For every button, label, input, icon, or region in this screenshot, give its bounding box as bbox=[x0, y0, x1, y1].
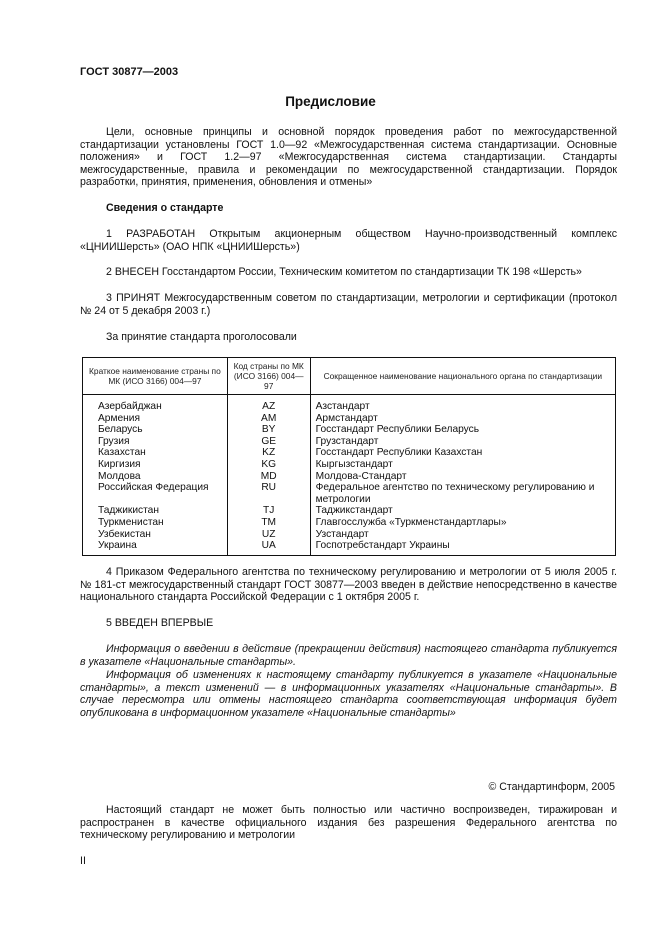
column-header-body: Сокращенное наименование национального органа по стандартизации bbox=[310, 358, 615, 395]
table-row bbox=[83, 413, 616, 425]
country-name: Узбекистан bbox=[83, 529, 228, 541]
country-code: UA bbox=[227, 540, 310, 555]
country-code: UZ bbox=[227, 529, 310, 541]
column-header-country: Краткое наименование страны по МК (ИСО 3166) 004—97 bbox=[83, 358, 228, 395]
document-id: ГОСТ 30877—2003 bbox=[80, 66, 179, 78]
country-name: Азербайджан bbox=[83, 395, 228, 413]
table-row bbox=[83, 459, 616, 471]
country-name: Казахстан bbox=[83, 447, 228, 459]
table-row bbox=[83, 424, 616, 436]
country-name: Российская Федерация bbox=[83, 482, 228, 505]
standards-body: Армстандарт bbox=[310, 413, 615, 425]
country-code: GE bbox=[227, 436, 310, 448]
standards-body: Кыргызстандарт bbox=[310, 459, 615, 471]
table-header-row bbox=[83, 358, 616, 395]
table-row bbox=[83, 529, 616, 541]
table-row bbox=[83, 505, 616, 517]
standards-body: Таджикстандарт bbox=[310, 505, 615, 517]
standards-body: Грузстандарт bbox=[310, 436, 615, 448]
voted-caption: За принятие стандарта проголосовали bbox=[106, 331, 297, 343]
voting-states-table bbox=[82, 357, 616, 556]
standards-body: Федеральное агентство по техническому регулированию и метрологии bbox=[310, 482, 615, 505]
standards-body: Молдова-Стандарт bbox=[310, 471, 615, 483]
country-name: Грузия bbox=[83, 436, 228, 448]
table-row bbox=[83, 395, 616, 413]
standards-body: Главгосслужба «Туркменстандартлары» bbox=[310, 517, 615, 529]
country-name: Украина bbox=[83, 540, 228, 555]
item-developed: 1 РАЗРАБОТАН Открытым акционерным обществом Научно-производственный комплекс «ЦНИИШерсть» (ОАО НПК «ЦНИИШерсть») bbox=[80, 228, 617, 253]
item-introduced: 2 ВНЕСЕН Госстандартом России, Техническим комитетом по стандартизации ТК 198 «Шерсть» bbox=[106, 266, 582, 278]
country-name: Молдова bbox=[83, 471, 228, 483]
standards-body: Госстандарт Республики Казахстан bbox=[310, 447, 615, 459]
country-code: RU bbox=[227, 482, 310, 505]
intro-paragraph: Цели, основные принципы и основной порядок проведения работ по межгосударственной стандартизации установлены ГОСТ 1.0—92 «Межгосударственная система стандартизации. Основные положения» и ГОСТ 1.2—97 «Межгосударственная система стандартизации. Стандарты межгосударственные, правила и рекомендации по межгосударственной стандартизации. Порядок разработки, принятия, применения, обновления и отмены» bbox=[80, 126, 617, 189]
info-enactment-paragraph: Информация о введении в действие (прекращении действия) настоящего стандарта публикуется в указателе «Национальные стандарты». bbox=[80, 643, 617, 668]
standards-body: Азстандарт bbox=[310, 395, 615, 413]
page-number: II bbox=[80, 855, 86, 867]
standards-body: Госстандарт Республики Беларусь bbox=[310, 424, 615, 436]
column-header-code: Код страны по МК (ИСО 3166) 004—97 bbox=[227, 358, 310, 395]
reproduction-notice: Настоящий стандарт не может быть полностью или частично воспроизведен, тиражирован и распространен в качестве официального издания без разрешения Федерального агентства по техническому регулированию и метрологии bbox=[80, 804, 617, 842]
info-changes-paragraph: Информация об изменениях к настоящему стандарту публикуется в указателе «Национальные стандарты», а текст изменений — в информационных указателях «Национальные стандарты». В случае пересмотра или отмены настоящего стандарта соответствующая информация будет опубликована в информационном указателе «Национальные стандарты» bbox=[80, 669, 617, 719]
table-row bbox=[83, 436, 616, 448]
country-code: AZ bbox=[227, 395, 310, 413]
country-name: Беларусь bbox=[83, 424, 228, 436]
country-name: Армения bbox=[83, 413, 228, 425]
country-code: TJ bbox=[227, 505, 310, 517]
item-enacted: 4 Приказом Федерального агентства по техническому регулированию и метрологии от 5 июля 2005 г. № 181-ст межгосударственный стандарт ГОСТ 30877—2003 введен в действие непосредственно в качестве национального стандарта Российской Федерации с 1 октября 2005 г. bbox=[80, 566, 617, 604]
country-name: Таджикистан bbox=[83, 505, 228, 517]
country-code: KG bbox=[227, 459, 310, 471]
table-row bbox=[83, 471, 616, 483]
table-row bbox=[83, 447, 616, 459]
standards-body: Госпотребстандарт Украины bbox=[310, 540, 615, 555]
standards-body: Узстандарт bbox=[310, 529, 615, 541]
country-name: Киргизия bbox=[83, 459, 228, 471]
country-code: KZ bbox=[227, 447, 310, 459]
table-row bbox=[83, 540, 616, 555]
copyright-line: © Стандартинформ, 2005 bbox=[488, 781, 615, 793]
table-row bbox=[83, 482, 616, 505]
country-code: TM bbox=[227, 517, 310, 529]
country-name: Туркменистан bbox=[83, 517, 228, 529]
country-code: AM bbox=[227, 413, 310, 425]
item-first-introduced: 5 ВВЕДЕН ВПЕРВЫЕ bbox=[106, 617, 214, 629]
page-title: Предисловие bbox=[285, 94, 376, 109]
country-code: MD bbox=[227, 471, 310, 483]
section-heading: Сведения о стандарте bbox=[106, 202, 224, 214]
item-adopted: 3 ПРИНЯТ Межгосударственным советом по стандартизации, метрологии и сертификации (протокол № 24 от 5 декабря 2003 г.) bbox=[80, 292, 617, 317]
table-row bbox=[83, 517, 616, 529]
country-code: BY bbox=[227, 424, 310, 436]
